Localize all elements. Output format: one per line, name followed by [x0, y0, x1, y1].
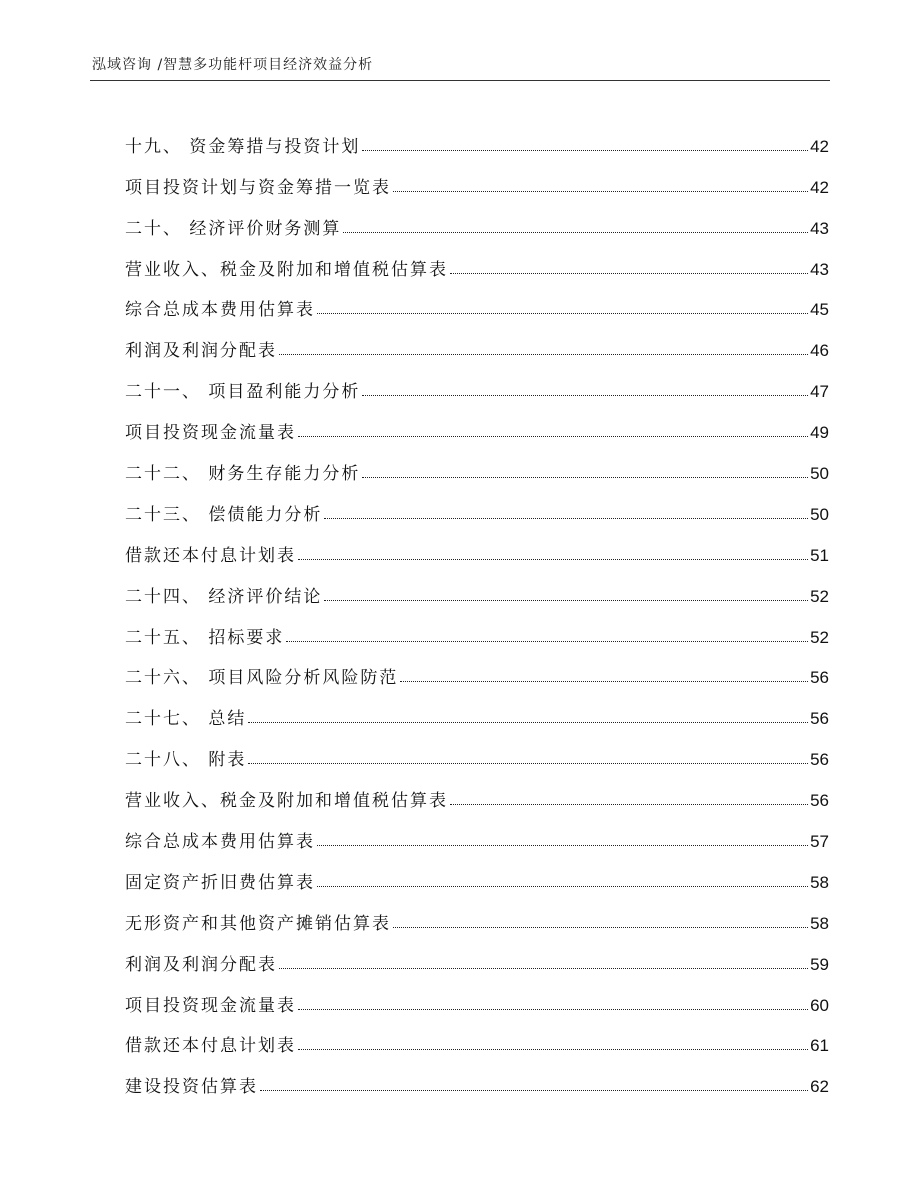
toc-entry-title: 二十四、 经济评价结论 [125, 586, 323, 607]
toc-entry[interactable] [125, 893, 829, 934]
toc-entry-page: 45 [810, 300, 829, 320]
toc-entry[interactable] [125, 607, 829, 648]
toc-entry-title: 二十一、 项目盈利能力分析 [125, 382, 361, 403]
toc-dot-leader [248, 763, 808, 764]
toc-entry-page: 56 [810, 791, 829, 811]
toc-entry[interactable] [125, 239, 829, 280]
toc-entry[interactable] [125, 934, 829, 975]
toc-entry[interactable] [125, 320, 829, 361]
running-header: 泓域咨询 /智慧多功能杆项目经济效益分析 [92, 57, 374, 73]
toc-entry[interactable] [125, 688, 829, 729]
toc-entry[interactable] [125, 157, 829, 198]
toc-dot-leader [298, 1009, 808, 1010]
toc-dot-leader [317, 313, 808, 314]
toc-dot-leader [298, 559, 808, 560]
toc-dot-leader [324, 600, 808, 601]
toc-entry-page: 42 [810, 177, 829, 197]
toc-entry-title: 综合总成本费用估算表 [125, 300, 315, 321]
toc-entry-title: 二十三、 偿债能力分析 [125, 504, 323, 525]
toc-entry[interactable] [125, 116, 829, 157]
toc-entry-page: 46 [810, 341, 829, 361]
toc-entry[interactable] [125, 770, 829, 811]
toc-dot-leader [324, 518, 808, 519]
toc-entry-title: 借款还本付息计划表 [125, 545, 296, 566]
toc-entry-page: 50 [810, 504, 829, 524]
toc-entry[interactable] [125, 280, 829, 321]
toc-entry-page: 59 [810, 954, 829, 974]
toc-entry-page: 58 [810, 872, 829, 892]
toc-entry[interactable] [125, 402, 829, 443]
toc-entry-page: 58 [810, 913, 829, 933]
toc-entry-title: 项目投资现金流量表 [125, 995, 296, 1016]
toc-entry-page: 47 [810, 382, 829, 402]
toc-entry[interactable] [125, 443, 829, 484]
toc-entry-title: 二十二、 财务生存能力分析 [125, 464, 361, 485]
toc-entry-title: 综合总成本费用估算表 [125, 832, 315, 853]
toc-entry-title: 二十六、 项目风险分析风险防范 [125, 668, 399, 689]
toc-entry[interactable] [125, 198, 829, 239]
toc-dot-leader [400, 681, 808, 682]
toc-entry[interactable] [125, 729, 829, 770]
table-of-contents [125, 116, 829, 1097]
toc-entry-page: 50 [810, 464, 829, 484]
toc-entry-page: 56 [810, 750, 829, 770]
toc-entry-title: 固定资产折旧费估算表 [125, 872, 315, 893]
toc-entry-title: 二十五、 招标要求 [125, 627, 285, 648]
toc-dot-leader [317, 845, 808, 846]
toc-dot-leader [279, 354, 808, 355]
toc-dot-leader [362, 150, 808, 151]
toc-entry-title: 利润及利润分配表 [125, 341, 277, 362]
toc-dot-leader [317, 886, 808, 887]
toc-entry-title: 项目投资计划与资金筹措一览表 [125, 177, 391, 198]
toc-entry-title: 二十八、 附表 [125, 750, 247, 771]
toc-entry[interactable] [125, 1056, 829, 1097]
toc-entry-page: 60 [810, 995, 829, 1015]
toc-entry[interactable] [125, 975, 829, 1016]
toc-entry[interactable] [125, 484, 829, 525]
toc-entry-page: 57 [810, 832, 829, 852]
toc-entry-title: 营业收入、税金及附加和增值税估算表 [125, 791, 448, 812]
toc-entry-page: 52 [810, 627, 829, 647]
toc-dot-leader [450, 804, 808, 805]
toc-entry-title: 利润及利润分配表 [125, 954, 277, 975]
toc-entry-page: 42 [810, 136, 829, 156]
toc-dot-leader [298, 436, 808, 437]
toc-entry-title: 无形资产和其他资产摊销估算表 [125, 913, 391, 934]
toc-entry[interactable] [125, 566, 829, 607]
toc-dot-leader [279, 968, 808, 969]
toc-entry-page: 43 [810, 218, 829, 238]
toc-entry-page: 52 [810, 586, 829, 606]
toc-dot-leader [362, 477, 808, 478]
toc-dot-leader [393, 191, 808, 192]
toc-entry-page: 51 [810, 545, 829, 565]
toc-entry-title: 二十、 经济评价财务测算 [125, 218, 342, 239]
toc-dot-leader [343, 232, 808, 233]
toc-dot-leader [393, 927, 808, 928]
toc-dot-leader [286, 641, 808, 642]
header-divider [90, 80, 830, 81]
toc-entry[interactable] [125, 525, 829, 566]
toc-entry[interactable] [125, 648, 829, 689]
toc-entry-page: 43 [810, 259, 829, 279]
toc-entry-page: 62 [810, 1077, 829, 1097]
toc-dot-leader [362, 395, 808, 396]
toc-entry-title: 建设投资估算表 [125, 1077, 258, 1098]
toc-entry[interactable] [125, 852, 829, 893]
toc-entry-title: 营业收入、税金及附加和增值税估算表 [125, 259, 448, 280]
toc-entry-title: 借款还本付息计划表 [125, 1036, 296, 1057]
toc-entry-page: 56 [810, 709, 829, 729]
toc-entry-title: 项目投资现金流量表 [125, 423, 296, 444]
toc-entry-page: 56 [810, 668, 829, 688]
toc-dot-leader [248, 722, 808, 723]
toc-entry[interactable] [125, 811, 829, 852]
toc-dot-leader [260, 1090, 808, 1091]
toc-dot-leader [450, 273, 808, 274]
toc-entry-page: 61 [810, 1036, 829, 1056]
toc-entry-title: 二十七、 总结 [125, 709, 247, 730]
toc-dot-leader [298, 1049, 808, 1050]
toc-entry-page: 49 [810, 423, 829, 443]
toc-entry-title: 十九、 资金筹措与投资计划 [125, 136, 361, 157]
toc-entry[interactable] [125, 1016, 829, 1057]
toc-entry[interactable] [125, 361, 829, 402]
